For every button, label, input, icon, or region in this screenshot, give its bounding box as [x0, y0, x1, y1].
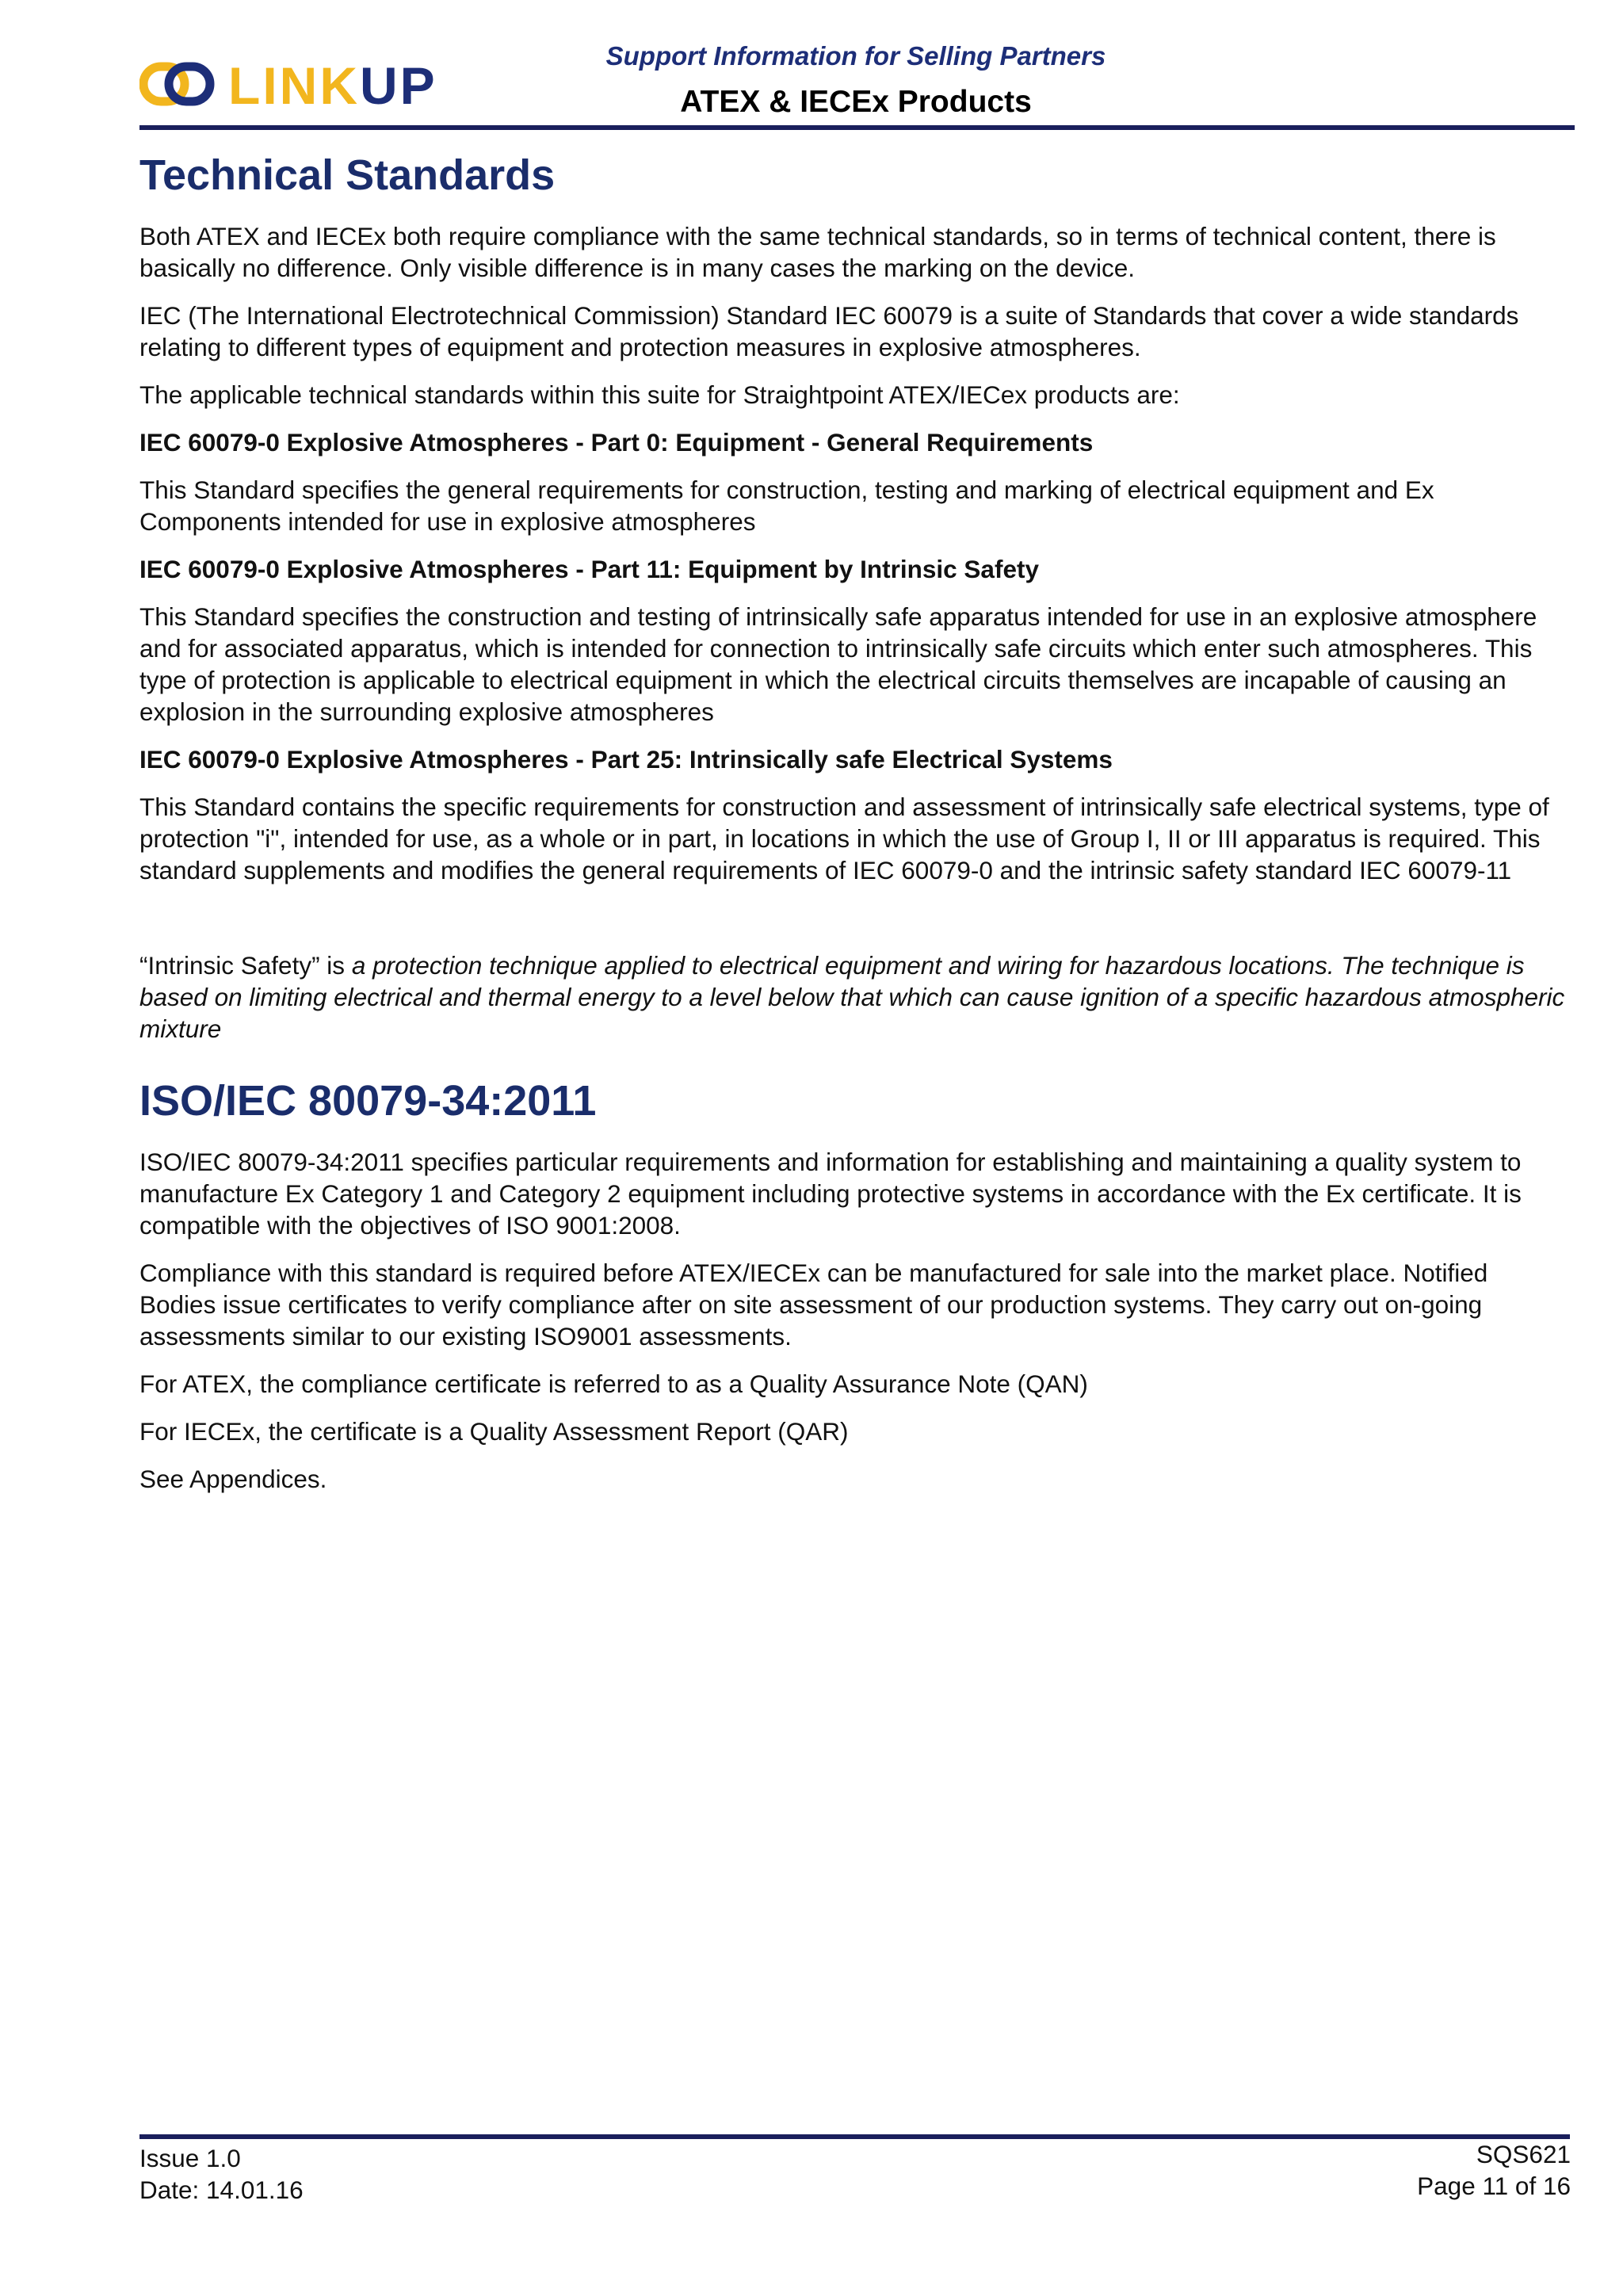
header-divider	[139, 125, 1575, 130]
paragraph-intrinsic-safety-definition	[139, 949, 1571, 1045]
paragraph-see-appendices: See Appendices.	[139, 1465, 327, 1494]
footer-page-number: Page 11 of 16	[1417, 2172, 1571, 2200]
footer-right	[1417, 2138, 1571, 2202]
paragraph-applicable-standards: The applicable technical standards within this suite for Straightpoint ATEX/IECex products are:	[139, 380, 1180, 410]
header-subtitle: Support Information for Selling Partners	[605, 41, 1106, 71]
standard-title-part-11: IEC 60079-0 Explosive Atmospheres - Part 11: Equipment by Intrinsic Safety	[139, 555, 1039, 584]
footer-left	[139, 2142, 304, 2206]
linkup-logo	[139, 59, 488, 111]
standard-description-part-0: This Standard specifies the general requirements for construction, testing and marking of electrical equipment and Ex Components intended for use in explosive atmospheres	[139, 476, 1434, 537]
document-body	[139, 151, 1571, 1511]
footer-issue: Issue 1.0	[139, 2144, 241, 2172]
paragraph-iso-scope: ISO/IEC 80079-34:2011 specifies particular requirements and information for establishing and maintaining a quality system to manufacture Ex Category 1 and Category 2 equipment including protective systems in accordance with the Ex certificate. It is compatible with the objectives of ISO 9001:2008.	[139, 1148, 1522, 1240]
standard-title-part-0: IEC 60079-0 Explosive Atmospheres - Part 0: Equipment - General Requirements	[139, 428, 1094, 457]
standard-description-part-11: This Standard specifies the construction and testing of intrinsically safe apparatus intended for use in an explosive atmosphere and for associated apparatus, which is intended for connection to intrinsically safe circuits which enter such atmospheres. This type of protection is applicable to electrical equipment in which the electrical circuits themselves are incapable of causing an explosion in the surrounding explosive atmospheres	[139, 602, 1537, 727]
section-heading-technical-standards: Technical Standards	[139, 151, 556, 199]
paragraph-iecex-qar: For IECEx, the certificate is a Quality Assessment Report (QAR)	[139, 1417, 849, 1446]
footer-doc-code: SQS621	[1476, 2140, 1571, 2168]
standard-title-part-25: IEC 60079-0 Explosive Atmospheres - Part 25: Intrinsically safe Electrical Systems	[139, 745, 1113, 774]
standard-description-part-25: This Standard contains the specific requirements for construction and assessment of intrinsically safe electrical systems, type of protection "i", intended for use, as a whole or in part, in locations in which the use of Group I, II or III apparatus is required. This standard supplements and modifies the general requirements of IEC 60079-0 and the intrinsic safety standard IEC 60079-11	[139, 793, 1549, 885]
svg-text:LINKUP: LINKUP	[228, 59, 437, 111]
header-title: ATEX & IECEx Products	[680, 85, 1032, 119]
section-heading-iso-iec-80079: ISO/IEC 80079-34:2011	[139, 1077, 597, 1125]
paragraph-iec-suite: IEC (The International Electrotechnical Commission) Standard IEC 60079 is a suite of Standards that cover a wide standards relating to different types of equipment and protection measures in explosive atmospheres.	[139, 301, 1519, 362]
paragraph-atex-qan: For ATEX, the compliance certificate is referred to as a Quality Assurance Note (QAN)	[139, 1370, 1088, 1399]
footer-date: Date: 14.01.16	[139, 2176, 304, 2204]
footer-divider	[139, 2134, 1570, 2139]
paragraph-intro: Both ATEX and IECEx both require compliance with the same technical standards, so in terms of technical content, there is basically no difference. Only visible difference is in many cases the marking on the device.	[139, 222, 1496, 283]
chain-links-icon	[143, 67, 210, 101]
paragraph-compliance: Compliance with this standard is required before ATEX/IECEx can be manufactured for sale into the market place. Notified Bodies issue certificates to verify compliance after on site assessment of our production systems. They carry out on-going assessments similar to our existing ISO9001 assessments.	[139, 1259, 1488, 1351]
definition-text: a protection technique applied to electrical equipment and wiring for hazardous locations. The technique is based on limiting electrical and thermal energy to a level below that which can cause ignition of a specific hazardous atmospheric mixture	[139, 951, 1565, 1044]
definition-lead: “Intrinsic Safety” is	[139, 951, 352, 980]
